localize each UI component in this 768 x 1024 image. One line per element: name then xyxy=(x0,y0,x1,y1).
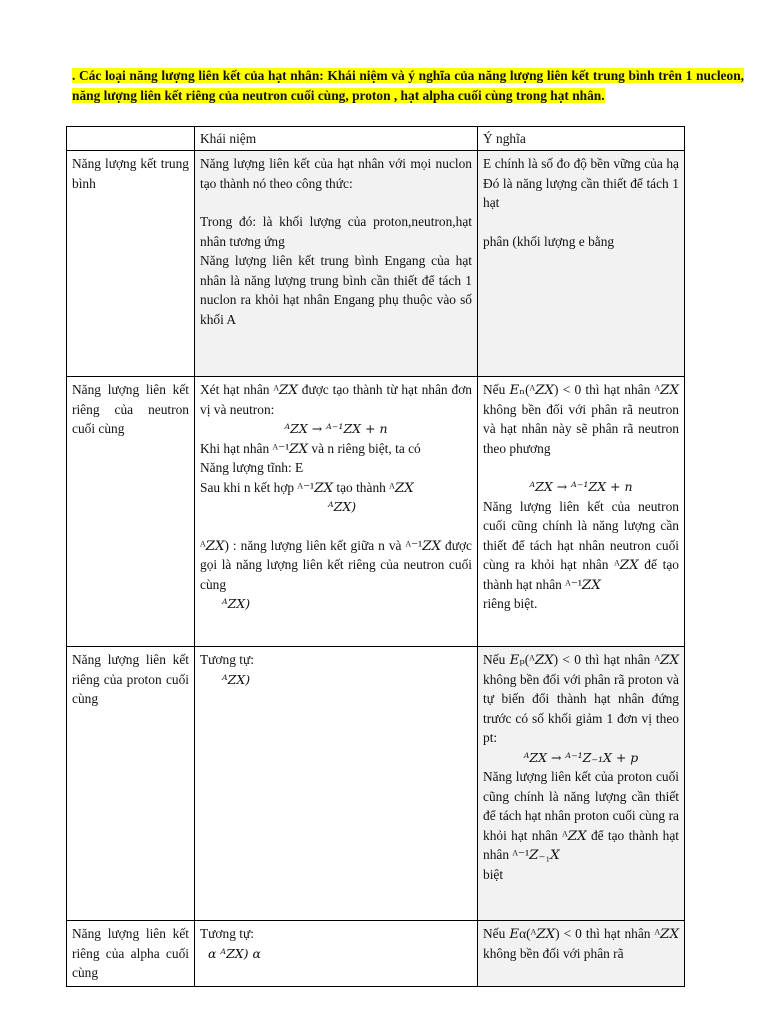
reaction-equation: ᴬ𝑍𝑋 → ᴬ⁻¹𝑍𝑋 + 𝑛 xyxy=(284,421,388,436)
concept-formula: α ᴬ𝑍𝑋) α xyxy=(208,945,261,961)
table-row xyxy=(67,151,685,377)
header-meaning: Ý nghĩa xyxy=(478,127,685,151)
concept-text: Năng lượng liên kết trung bình Engang của hạt nhân là năng lượng trung bình cần thiết để tách 1 nuclon ra khỏi hạt nhân Engang phụ thuộc vào số khối A xyxy=(200,253,472,327)
meaning-text: Năng lượng liên kết của proton cuối cũng chính là năng lượng cần thiết để tách hạt nhân proton cuối cùng ra khỏi hạt nhân ᴬ𝑍𝑋 để tạo thành hạt nhân ᴬ⁻¹𝑍₋₁𝑋 xyxy=(483,769,679,862)
meaning-text: Nếu 𝐸ₙ(ᴬ𝑍𝑋) < 0 thì hạt nhân ᴬ𝑍𝑋 không bền đối với phân rã neutron và hạt nhân này sẽ phân rã neutron theo phương xyxy=(483,382,679,456)
heading-text: . Các loại năng lượng liên kết của hạt nhân: Khái niệm và ý nghĩa của năng lượng liên kết trung bình trên 1 nucleon, năng lượng liên kết riêng của neutron cuối cùng, proton , hạt alpha cuối cùng trong hạt nhân. xyxy=(72,68,744,103)
meaning-text: biệt xyxy=(483,866,504,882)
meaning-text: Nếu 𝐸ₚ(ᴬ𝑍𝑋) < 0 thì hạt nhân ᴬ𝑍𝑋 không bền đối với phân rã proton và tự biến đổi thành hạt nhân đứng trước có số khối giảm 1 đơn vị theo pt: xyxy=(483,652,679,745)
meaning-text: Năng lượng liên kết của neutron cuối cũng chính là năng lượng cần thiết để tách hạt nhân neutron cuối cùng ra khỏi hạt nhân ᴬ𝑍𝑋 để tạo thành hạt nhân ᴬ⁻¹𝑍𝑋 xyxy=(483,498,679,592)
concept-text: ᴬ𝑍𝑋) : năng lượng liên kết giữa n và ᴬ⁻¹𝑍𝑋 được gọi là năng lượng liên kết riêng của neutron cuối cùng xyxy=(200,537,472,592)
concept-text: Tương tự: xyxy=(200,926,254,941)
concept-text: Trong đó: là khối lượng của proton,neutron,hạt nhân tương ứng xyxy=(200,214,472,249)
meaning-cell xyxy=(478,151,685,377)
meaning-cell xyxy=(478,647,685,921)
row-name-neutron: Năng lượng liên kết riêng của neutron cuối cùng xyxy=(67,377,195,647)
concept-text: Năng lượng tĩnh: E xyxy=(200,460,304,475)
reaction-equation: ᴬ𝑍𝑋 → ᴬ⁻¹𝑍𝑋 + 𝑛 xyxy=(529,479,633,494)
concept-text: Năng lượng liên kết của hạt nhân với mọi nuclon tạo thành nó theo công thức: xyxy=(200,156,472,191)
header-empty-cell xyxy=(67,127,195,151)
row-name-average-binding: Năng lượng kết trung bình xyxy=(67,151,195,377)
concept-formula: ᴬ𝑍𝑋) xyxy=(222,671,251,687)
concept-text: Xét hạt nhân ᴬ𝑍𝑋 được tạo thành từ hạt nhân đơn vị và neutron: xyxy=(200,382,472,417)
concept-text: Tương tự: xyxy=(200,652,254,667)
concept-text: Khi hạt nhân ᴬ⁻¹𝑍𝑋 và n riêng biệt, ta có xyxy=(200,440,421,456)
concept-cell xyxy=(195,647,478,921)
meaning-cell xyxy=(478,377,685,647)
concept-formula: ᴬ𝑍𝑋) xyxy=(328,499,357,514)
meaning-text: riêng biệt. xyxy=(483,596,538,611)
concept-cell xyxy=(195,377,478,647)
table-row xyxy=(67,921,685,987)
reaction-equation: ᴬ𝑍𝑋 → ᴬ⁻¹𝑍₋₁𝑋 + 𝑝 xyxy=(523,749,639,765)
row-name-alpha: Năng lượng liên kết riêng của alpha cuối cùng xyxy=(67,921,195,987)
binding-energy-table xyxy=(66,126,685,987)
concept-cell xyxy=(195,921,478,987)
row-name-proton: Năng lượng liên kết riêng của proton cuối cùng xyxy=(67,647,195,921)
table-header-row xyxy=(67,127,685,151)
header-concept: Khái niệm xyxy=(195,127,478,151)
meaning-text: E chính là số đo độ bền vững của hạ Đó là năng lượng cần thiết để tách 1 hạt xyxy=(483,156,679,210)
concept-cell xyxy=(195,151,478,377)
table-row xyxy=(67,647,685,921)
concept-text: Sau khi n kết hợp ᴬ⁻¹𝑍𝑋 tạo thành ᴬ𝑍𝑋 xyxy=(200,479,414,495)
section-heading xyxy=(72,66,744,105)
concept-formula: ᴬ𝑍𝑋) xyxy=(222,596,251,611)
meaning-cell xyxy=(478,921,685,987)
meaning-text: phân (khối lượng e bằng xyxy=(483,233,615,249)
table-row xyxy=(67,377,685,647)
meaning-text: Nếu 𝐸α(ᴬ𝑍𝑋) < 0 thì hạt nhân ᴬ𝑍𝑋 không bền đối với phân rã xyxy=(483,926,679,961)
